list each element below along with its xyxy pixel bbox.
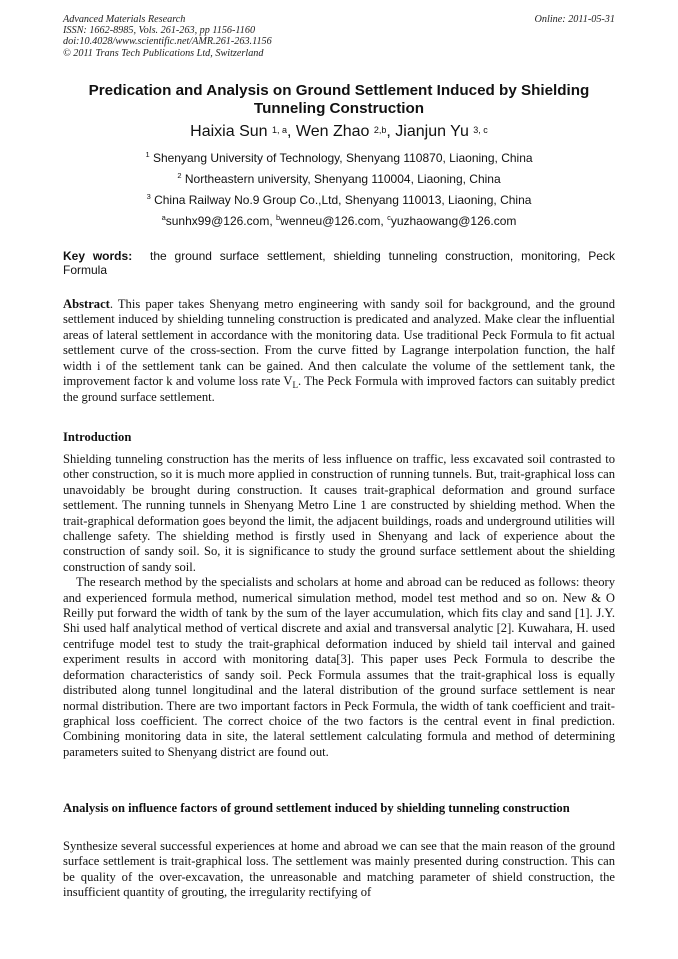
email-address: yuzhaowang@126.com [390, 214, 517, 228]
author-sup: 3, c [473, 125, 488, 135]
author-name: Jianjun Yu [395, 123, 469, 140]
section-heading-introduction: Introduction [63, 430, 132, 444]
journal-name: Advanced Materials Research [63, 14, 186, 25]
paper-title: Predication and Analysis on Ground Settlement Induced by Shielding Tunneling Construction [88, 82, 590, 117]
analysis-body [63, 839, 615, 901]
affiliation-text: China Railway No.9 Group Co.,Ltd, Shenyang 110013, Liaoning, China [154, 193, 532, 207]
keywords-label: Key words: [63, 249, 133, 263]
affiliation-sup: 2 [177, 171, 182, 180]
online-date: Online: 2011-05-31 [534, 14, 615, 25]
introduction-body [63, 452, 615, 760]
email-address: wenneu@126.com [280, 214, 381, 228]
email-sup: a [161, 213, 166, 222]
email-separator: , [269, 214, 276, 228]
author-line: Haixia Sun $^{1, a}$, Wen Zhao $^{2,b}$, Jianjun Yu $^{3, c}$ [190, 123, 488, 140]
abstract-text-end: . The Peck Formula with improved factors can suitably predict the ground surface settlement. [63, 374, 615, 405]
affiliation-text: Northeastern university, Shenyang 110004, Liaoning, China [184, 172, 501, 186]
copyright-line: © 2011 Trans Tech Publications Ltd, Switzerland [63, 47, 264, 59]
journal-header [63, 14, 615, 59]
abstract-subscript: L [292, 380, 299, 391]
author-sup: 2,b [373, 125, 387, 135]
author-sup: 1, a [272, 125, 288, 135]
keywords-text: the ground surface settlement, shielding tunneling construction, monitoring, Peck Formula [63, 249, 615, 277]
abstract-label: Abstract [63, 297, 110, 311]
affiliation-sup: 3 [146, 192, 151, 201]
doi-line: doi:10.4028/www.scientific.net/AMR.261-263.1156 [63, 36, 272, 48]
email-separator: , [380, 214, 388, 228]
abstract [63, 297, 615, 406]
affiliation-2 [63, 172, 615, 186]
paragraph: The research method by the specialists and scholars at home and abroad can be reduced as follows: theory and experienced formula method, numerical simulation method, model test method and so on. New & O Reilly put forward the width of tank by the sum of the layer accumulation, which fits clay and sand [1]. J.Y. Shi used half analytical method of vertical discrete and axial and transversal analytic [2]. Kuwahara, H. used centrifuge model test to study the trait-graphical deformation induced by shield tail interval and gained experiment results in accord with monitoring data[3]. This paper uses Peck Formula to describe the deformation characteristics of sandy soil. Peck Formula assumes that the trait-graphical loss is equally distributed along tunnel longitudinal and the lateral distribution of the ground surface settlement is near normal distribution. There are two important factors in Peck Formula, the width of tank coefficient and trait-graphical loss coefficient. The correct choice of the two factors is the central event in final prediction. Combining monitoring data in site, the lateral settlement calculating formula and method of determining parameters suited to Shenyang district are found out. [63, 575, 615, 759]
abstract-text: . This paper takes Shenyang metro engineering with sandy soil for background, and the ground settlement induced by shielding tunneling construction is predicated and analyzed. Make clear the influential areas of lateral settlement in accordance with the monitoring data. Use traditional Peck Formula to fit actual settlement curve of the cross-section. From the curve fitted by Lagrange interpolation function, the half width i of the settlement tank can be gained. And then calculate the volume of the settlement tank, the improvement factor k and volume loss rate V [63, 297, 615, 389]
affiliation-1 [63, 151, 615, 165]
affiliation-sup: 1 [145, 150, 150, 159]
email-address: sunhx99@126.com [165, 214, 270, 228]
paragraph: Synthesize several successful experiences at home and abroad we can see that the main reason of the ground surface settlement is trait-graphical loss. The settlement was mainly presented during construction. This can be quality of the over-excavation, the unreasonable and matching parameter of shield construction, the insufficient quantity of grouting, the irregularity rectifying of [63, 839, 615, 900]
section-heading-analysis: Analysis on influence factors of ground settlement induced by shielding tunneling construction [63, 801, 570, 815]
email-sup: b [275, 213, 281, 222]
email-line [63, 214, 615, 228]
email-sup: c [387, 213, 391, 222]
author-name: Haixia Sun [190, 123, 268, 140]
affiliation-text: Shenyang University of Technology, Shenyang 110870, Liaoning, China [152, 151, 533, 165]
keywords [63, 249, 615, 277]
issn-line: ISSN: 1662-8985, Vols. 261-263, pp 1156-1160 [63, 25, 256, 37]
paragraph: Shielding tunneling construction has the merits of less influence on traffic, less excavated soil contrasted to other construction, so it is much more applied in construction of running tunnels. But, trait-graphical loss can unavoidably be brought during construction. It causes trait-graphical deformation and ground surface settlement. The running tunnels in Shenyang Metro Line 1 are constructed by shielding method. When the trait-graphical deformation goes beyond the limit, the adjacent buildings, roads and underground utilities will challenge safety. The shielding method is firstly used in Shenyang and lack of experience about the construction of sandy soil. So, it is significance to study the ground surface settlement about the shielding construction of sandy soil. [63, 452, 615, 574]
author-name: Wen Zhao [295, 123, 370, 140]
affiliation-3 [63, 193, 615, 207]
